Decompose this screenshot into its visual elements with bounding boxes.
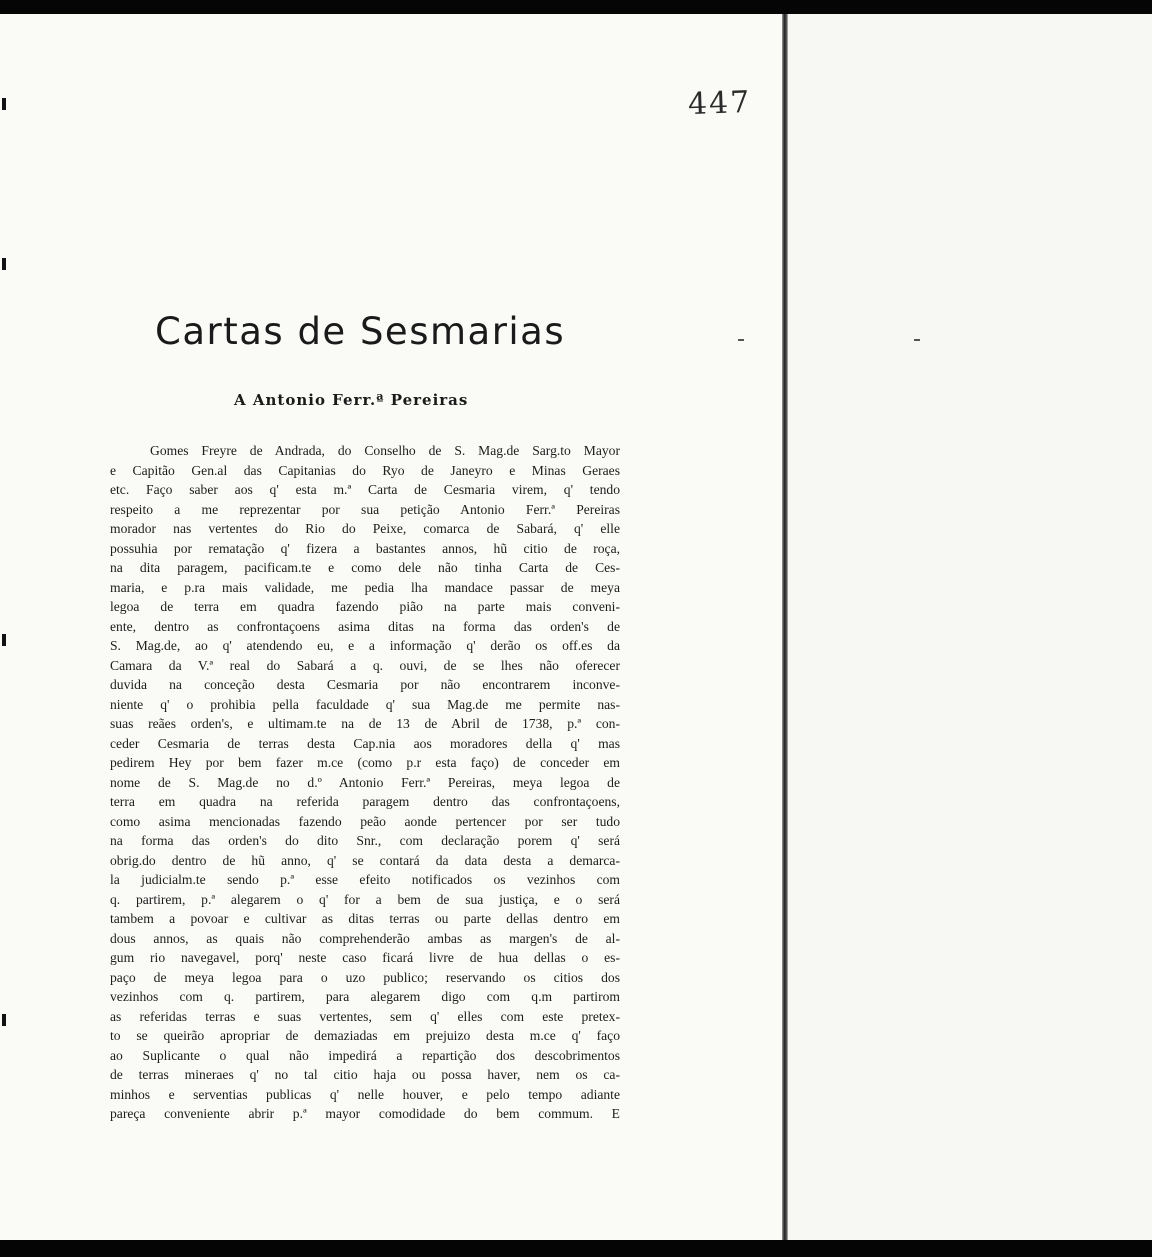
text-line: tambem a povoar e cultivar as ditas terras ou parte dellas dentro em bbox=[110, 911, 620, 926]
text-line: pedirem Hey por bem fazer m.ce (como p.r esta faço) de conceder em bbox=[110, 755, 620, 770]
text-line: Gomes Freyre de Andrada, do Conselho de S. Mag.de Sarg.to Mayor bbox=[150, 443, 620, 458]
page-number: 447 bbox=[687, 84, 752, 123]
edge-mark bbox=[2, 634, 6, 646]
text-line: minhos e serventias publicas q' nelle houver, e pelo tempo adiante bbox=[110, 1086, 620, 1102]
text-line: ceder Cesmaria de terras desta Cap.nia aos moradores della q' mas bbox=[110, 735, 620, 751]
text-line: q. partirem, p.ª alegarem o q' for a bem de sua justiça, e o será bbox=[110, 891, 620, 907]
text-line: ao Suplicante o qual não impedirá a repartição dos descobrimentos bbox=[110, 1047, 620, 1063]
text-line: morador nas vertentes do Rio do Peixe, comarca de Sabará, q' elle bbox=[110, 521, 620, 536]
edge-mark bbox=[2, 98, 6, 110]
document-subtitle: A Antonio Ferr.ª Pereiras bbox=[234, 391, 469, 409]
speck bbox=[914, 339, 920, 341]
text-line: suas reães orden's, e ultimam.te na de 13 de Abril de 1738, p.ª con- bbox=[110, 716, 620, 731]
text-line: respeito a me reprezentar por sua petição Antonio Ferr.ª Pereiras bbox=[110, 501, 620, 517]
body-text bbox=[110, 441, 620, 1124]
text-line: pareça conveniente abrir p.ª mayor comodidade do bem commum. E bbox=[110, 1106, 620, 1121]
edge-mark bbox=[2, 1014, 6, 1026]
text-line: S. Mag.de, ao q' atendendo eu, e a informação q' derão os off.es da bbox=[110, 638, 620, 653]
text-line: duvida na conceção desta Cesmaria por não encontrarem inconve- bbox=[110, 677, 620, 692]
text-line: nome de S. Mag.de no d.º Antonio Ferr.ª Pereiras, meya legoa de bbox=[110, 774, 620, 790]
text-line: como asima mencionadas fazendo peão aonde pertencer por ser tudo bbox=[110, 813, 620, 829]
text-line: de terras mineraes q' no tal citio haja ou possa haver, nem os ca- bbox=[110, 1067, 620, 1082]
text-line: gum rio navegavel, porq' neste caso ficará livre de hua dellas o es- bbox=[110, 950, 620, 965]
speck bbox=[738, 339, 744, 341]
text-line: possuhia por rematação q' fizera a bastantes annos, hũ citio de roça, bbox=[110, 540, 620, 556]
text-line: legoa de terra em quadra fazendo pião na parte mais conveni- bbox=[110, 599, 620, 614]
edge-mark bbox=[2, 258, 6, 270]
text-line: terra em quadra na referida paragem dentro das confrontaçoens, bbox=[110, 794, 620, 809]
text-line: vezinhos com q. partirem, para alegarem digo com q.m partirom bbox=[110, 989, 620, 1004]
text-line: Camara da V.ª real do Sabará a q. ouvi, de se lhes não oferecer bbox=[110, 657, 620, 673]
text-line: obrig.do dentro de hũ anno, q' se contará da data desta a demarca- bbox=[110, 852, 620, 868]
text-line: as referidas terras e suas vertentes, sem q' elles com este pretex- bbox=[110, 1008, 620, 1024]
text-line: ente, dentro as confrontaçoens asima ditas na forma das orden's de bbox=[110, 618, 620, 634]
text-line: na dita paragem, pacificam.te e como dele não tinha Carta de Ces- bbox=[110, 560, 620, 575]
text-line: e Capitão Gen.al das Capitanias do Ryo de Janeyro e Minas Geraes bbox=[110, 462, 620, 478]
right-page bbox=[788, 14, 1152, 1240]
page-title: Cartas de Sesmarias bbox=[155, 310, 566, 353]
text-line: paço de meya legoa para o uzo publico; reservando os citios dos bbox=[110, 969, 620, 985]
text-line: etc. Faço saber aos q' esta m.ª Carta de Cesmaria virem, q' tendo bbox=[110, 482, 620, 497]
text-line: dous annos, as quais não comprehenderão ambas as margen's de al- bbox=[110, 930, 620, 946]
left-page bbox=[0, 14, 784, 1240]
text-line: niente q' o prohibia pella faculdade q' sua Mag.de me permite nas- bbox=[110, 696, 620, 712]
text-line: to se queirão apropriar de demaziadas em prejuizo desta m.ce q' faço bbox=[110, 1028, 620, 1043]
scan-border-bottom bbox=[0, 1240, 1152, 1257]
text-line: na forma das orden's do dito Snr., com declaração porem q' será bbox=[110, 833, 620, 848]
text-line: maria, e p.ra mais validade, me pedia lha mandace passar de meya bbox=[110, 579, 620, 595]
text-line: la judicialm.te sendo p.ª esse efeito notificados os vezinhos com bbox=[110, 872, 620, 887]
